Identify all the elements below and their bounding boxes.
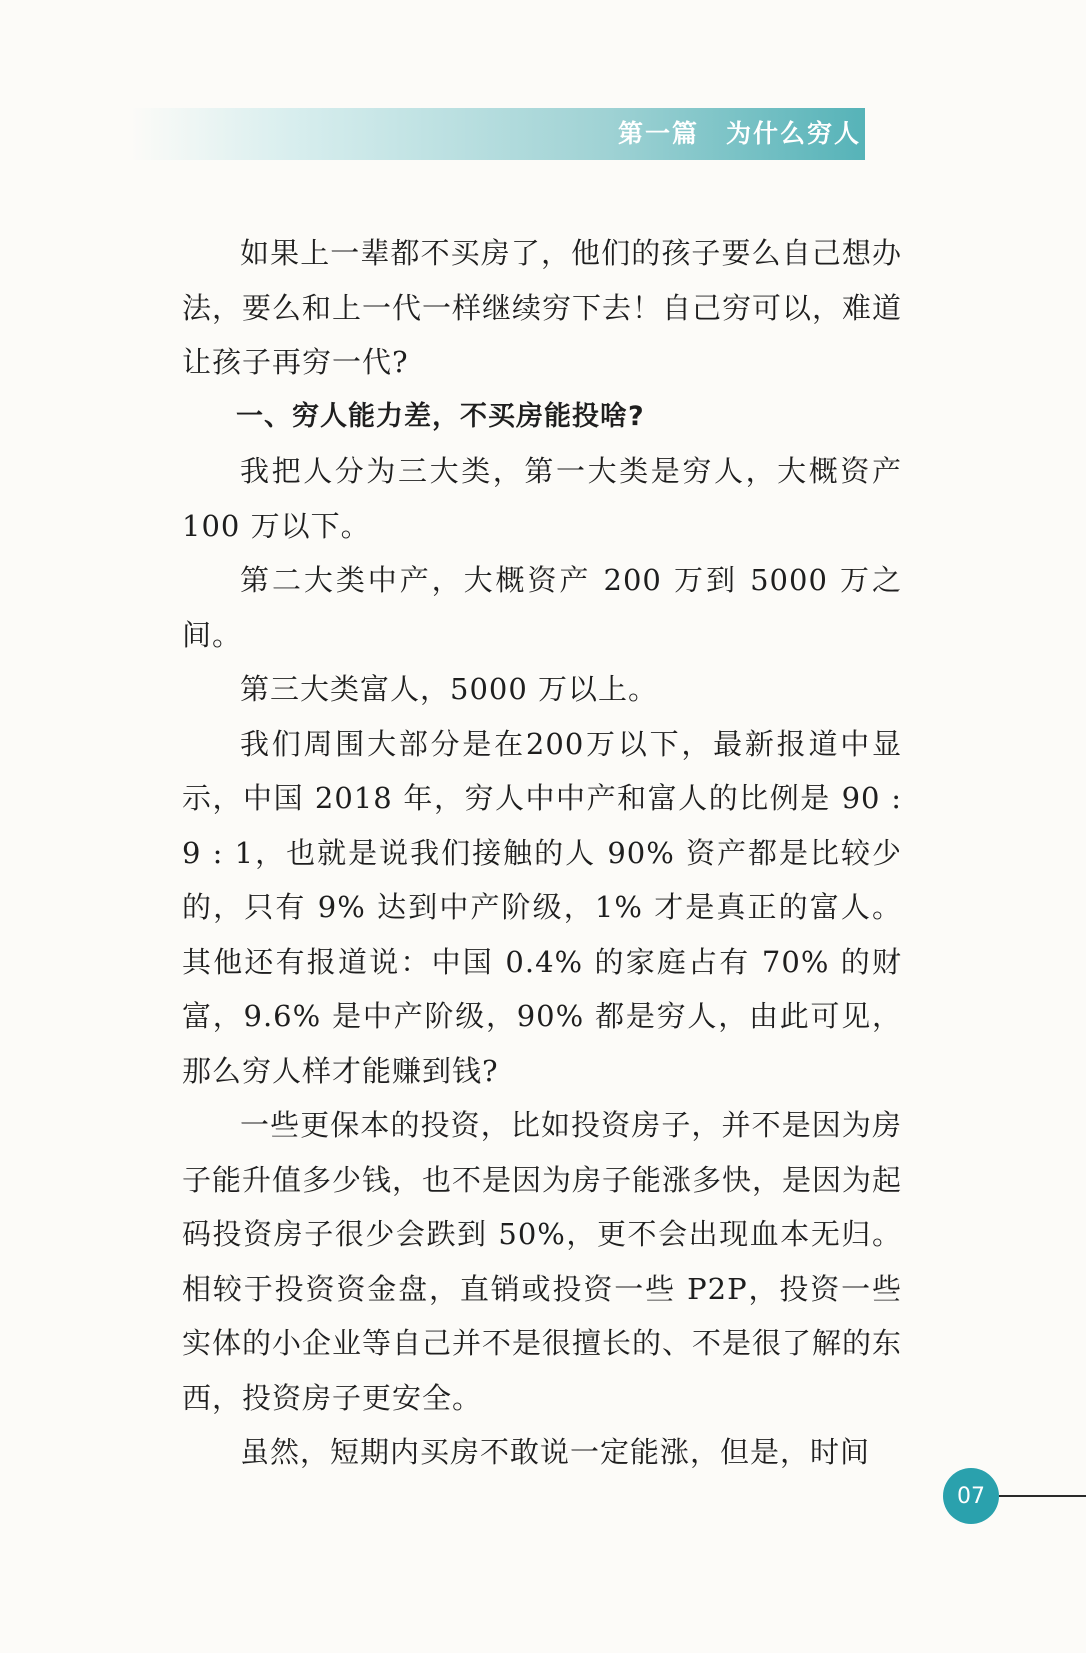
paragraph: 如果上一辈都不买房了，他们的孩子要么自己想办法，要么和上一代一样继续穷下去！自己穷可以，难道让孩子再穷一代?	[182, 236, 903, 379]
footer-rule	[999, 1495, 1086, 1497]
page-content	[182, 226, 902, 1480]
paragraph: 虽然，短期内买房不敢说一定能涨，但是，时间	[240, 1435, 871, 1469]
paragraph: 我把人分为三大类，第一大类是穷人，大概资产100 万以下。	[182, 454, 902, 543]
paragraph: 一些更保本的投资，比如投资房子，并不是因为房子能升值多少钱，也不是因为房子能涨多快，是因为起码投资房子很少会跌到 50%，更不会出现血本无归。相较于投资资金盘，直销或投资一些 P2P，投资一些实体的小企业等自己并不是很擅长的、不是很了解的东西，投资房子更安全。	[182, 1108, 903, 1415]
paragraph: 第二大类中产，大概资产 200 万到 5000 万之间。	[182, 563, 902, 652]
page-number: 07	[957, 1483, 985, 1509]
paragraph: 我们周围大部分是在200万以下，最新报道中显示，中国 2018 年，穷人中中产和富人的比例是 90 : 9 : 1，也就是说我们接触的人 90% 资产都是比较少的，只有 9% 达到中产阶级，1% 才是真正的富人。其他还有报道说：中国 0.4% 的家庭占有 70% 的财富，9.6% 是中产阶级，90% 都是穷人，由此可见，那么穷人样才能赚到钱?	[182, 726, 902, 1088]
paragraph: 第三大类富人，5000 万以上。	[240, 672, 659, 706]
chapter-title: 第一篇 为什么穷人	[617, 119, 861, 148]
section-heading: 一、穷人能力差，不买房能投啥?	[236, 400, 645, 432]
chapter-header-band	[130, 108, 865, 160]
page-number-badge	[943, 1468, 999, 1524]
